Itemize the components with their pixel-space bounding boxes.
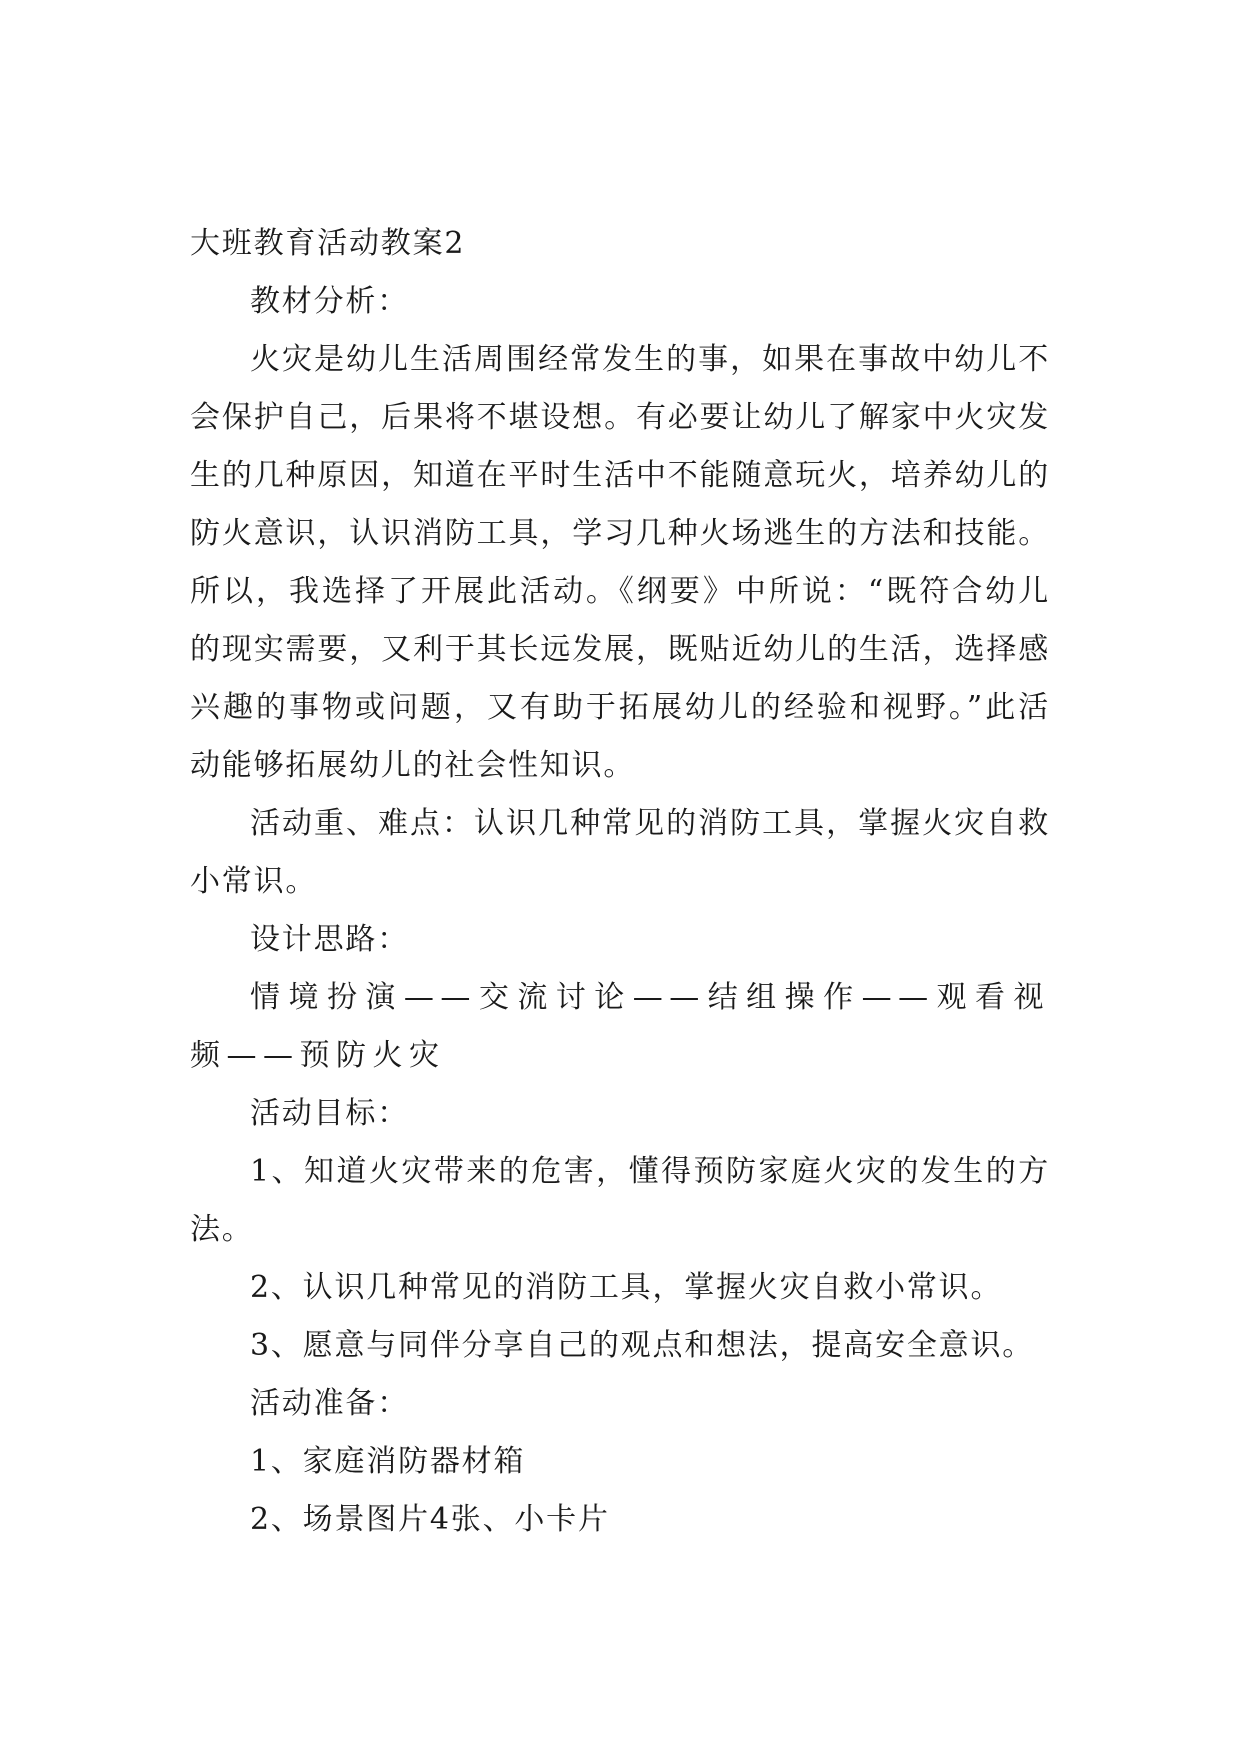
document-body: [190, 215, 1050, 1549]
section-heading-design-idea: 设计思路：: [250, 922, 409, 957]
section-heading-activity-goals: 活动目标：: [250, 1096, 409, 1131]
preparation-item: 2、场景图片4张、小卡片: [250, 1502, 610, 1537]
key-difficult-points-paragraph: 活动重、难点：认识几种常见的消防工具，掌握火灾自救小常识。: [190, 806, 1050, 899]
design-idea-flow: 情境扮演——交流讨论——结组操作——观看视频——预防火灾: [190, 980, 1050, 1073]
material-analysis-paragraph: 火灾是幼儿生活周围经常发生的事，如果在事故中幼儿不会保护自己，后果将不堪设想。有必要让幼儿了解家中火灾发生的几种原因，知道在平时生活中不能随意玩火，培养幼儿的防火意识，认识消防工具，学习几种火场逃生的方法和技能。所以，我选择了开展此活动。《纲要》中所说：“既符合幼儿的现实需要，又利于其长远发展，既贴近幼儿的生活，选择感兴趣的事物或问题，又有助于拓展幼儿的经验和视野。”此活动能够拓展幼儿的社会性知识。: [190, 342, 1050, 783]
section-heading-activity-preparation: 活动准备：: [250, 1386, 409, 1421]
preparation-item: 1、家庭消防器材箱: [250, 1444, 526, 1479]
document-title: 大班教育活动教案2: [190, 226, 466, 261]
section-heading-material-analysis: 教材分析：: [250, 284, 409, 319]
activity-goal-item: 1、知道火灾带来的危害，懂得预防家庭火灾的发生的方法。: [190, 1154, 1050, 1247]
activity-goal-item: 2、认识几种常见的消防工具，掌握火灾自救小常识。: [250, 1270, 1003, 1305]
activity-goal-item: 3、愿意与同伴分享自己的观点和想法，提高安全意识。: [250, 1328, 1035, 1363]
